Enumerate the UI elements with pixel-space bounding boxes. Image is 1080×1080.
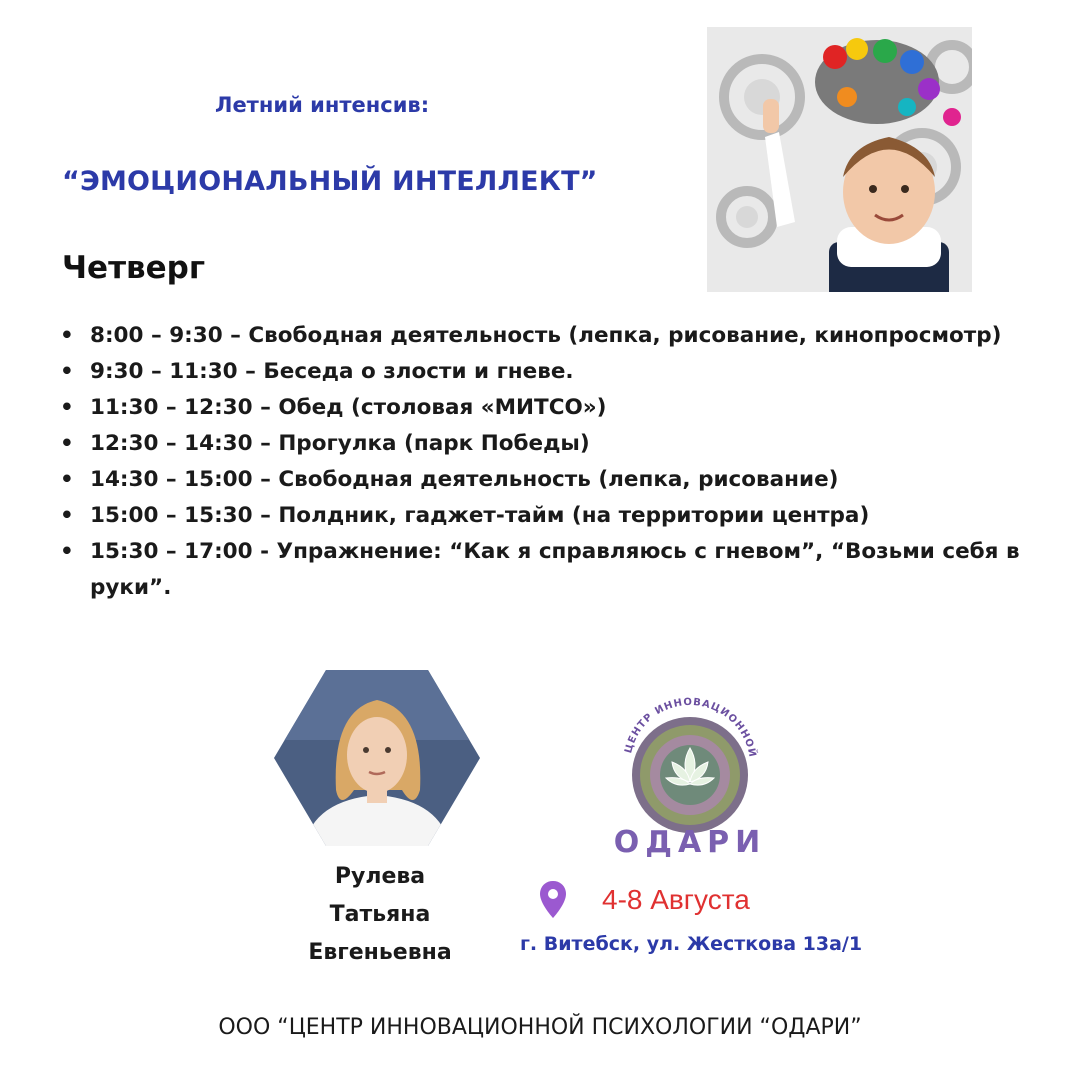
teacher-photo xyxy=(274,670,480,846)
footer-organization: ООО “ЦЕНТР ИННОВАЦИОННОЙ ПСИХОЛОГИИ “ОДАРИ” xyxy=(218,1015,862,1040)
schedule-item: • 8:00 – 9:30 – Свободная деятельность (лепка, рисование, кинопросмотр) xyxy=(60,318,1050,354)
page-title: “ЭМОЦИОНАЛЬНЫЙ ИНТЕЛЛЕКТ” xyxy=(62,166,598,197)
schedule-item: • 12:30 – 14:30 – Прогулка (парк Победы) xyxy=(60,426,1050,462)
schedule-item: • 9:30 – 11:30 – Беседа о злости и гневе. xyxy=(60,354,1050,390)
event-address: г. Витебск, ул. Жесткова 13а/1 xyxy=(520,933,863,955)
day-heading: Четверг xyxy=(62,250,206,286)
schedule-item: • 11:30 – 12:30 – Обед (столовая «МИТСО») xyxy=(60,390,1050,426)
teacher-surname: Рулева xyxy=(334,864,426,889)
logo-name: ОДАРИ xyxy=(613,825,767,860)
child-photo xyxy=(707,27,972,292)
logo-arc-text: ЦЕНТР ИННОВАЦИОННОЙ xyxy=(623,696,758,759)
schedule-item: • 15:30 – 17:00 - Упражнение: “Как я справляюсь с гневом”, “Возьми себя в руки”. xyxy=(60,534,1050,606)
teacher-name xyxy=(290,858,470,972)
subtitle: Летний интенсив: xyxy=(215,93,430,117)
event-dates: 4-8 Августа xyxy=(602,884,750,915)
schedule-item: • 14:30 – 15:00 – Свободная деятельность (лепка, рисование) xyxy=(60,462,1050,498)
odari-logo xyxy=(600,670,780,870)
schedule-list xyxy=(60,318,1050,606)
location-pin-icon xyxy=(538,880,568,920)
schedule-item: • 15:00 – 15:30 – Полдник, гаджет-тайм (на территории центра) xyxy=(60,498,1050,534)
teacher-first-name: Татьяна xyxy=(329,902,431,927)
teacher-patronymic: Евгеньевна xyxy=(308,940,452,965)
